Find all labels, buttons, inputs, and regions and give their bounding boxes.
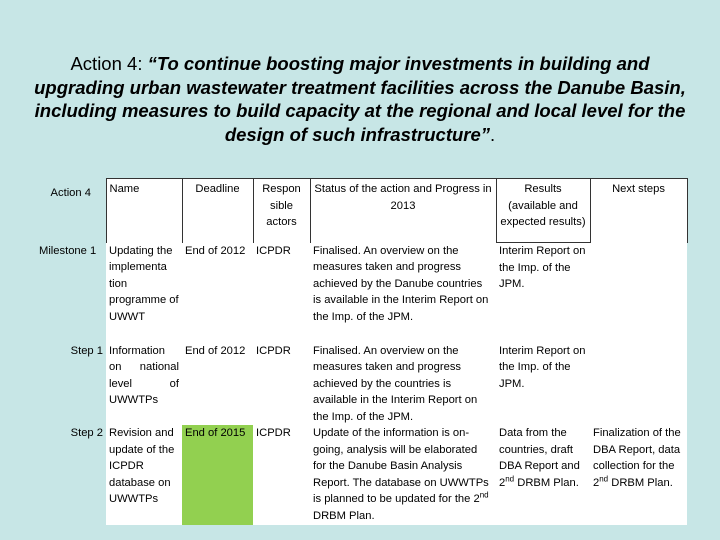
row-label: Milestone 1	[39, 244, 97, 257]
row-label: Step 2	[70, 427, 103, 439]
row-results: Interim Report on the Imp. of the JPM.	[496, 243, 590, 343]
row-name: Information on national level of UWWTPs	[106, 343, 182, 426]
header-actors: Respon sible actors	[253, 179, 310, 243]
row-next-steps: Finalization of the DBA Report, data collection for the 2nd DRBM Plan.	[590, 425, 687, 525]
action-table	[36, 178, 688, 525]
row-status: Finalised. An overview on the measures taken and progress achieved by the Danube countries is available in the Interim Report on the Imp. of the JPM.	[310, 243, 496, 343]
table-row	[36, 425, 687, 525]
header-row	[36, 179, 687, 243]
row-name: Updating the implementa tion programme of UWWT	[106, 243, 182, 343]
row-deadline: End of 2012	[182, 343, 253, 426]
title-suffix: .	[490, 123, 496, 145]
table-row	[36, 243, 687, 343]
header-action: Action 4	[50, 186, 91, 199]
table-row	[36, 343, 687, 426]
row-results: Interim Report on the Imp. of the JPM.	[496, 343, 590, 426]
row-actors: ICPDR	[253, 425, 310, 525]
title-prefix: Action 4:	[70, 53, 148, 74]
row-actors: ICPDR	[253, 343, 310, 426]
row-results: Data from the countries, draft DBA Report and 2nd DRBM Plan.	[496, 425, 590, 525]
header-next-steps: Next steps	[590, 179, 687, 243]
row-next-steps	[590, 243, 687, 343]
row-status: Finalised. An overview on the measures taken and progress achieved by the countries is available in the Interim Report on the Imp. of the JPM.	[310, 343, 496, 426]
row-deadline: End of 2012	[182, 243, 253, 343]
row-next-steps	[590, 343, 687, 426]
title-body: “To continue boosting major investments in building and upgrading urban wastewater treatment facilities across the Danube Basin, including measures to build capacity at the regional and local level for the design of such infrastructure”	[34, 53, 686, 145]
row-name: Revision and update of the ICPDR database on UWWTPs	[106, 425, 182, 525]
header-status: Status of the action and Progress in 2013	[310, 179, 496, 243]
row-label: Step 1	[70, 344, 103, 357]
slide-title	[30, 52, 690, 146]
row-actors: ICPDR	[253, 243, 310, 343]
row-status: Update of the information is on-going, analysis will be elaborated for the Danube Basin Analysis Report. The database on UWWTPs is planned to be updated for the 2nd DRBM Plan.	[310, 425, 496, 525]
row-deadline: End of 2015	[182, 425, 253, 525]
header-name: Name	[106, 179, 182, 243]
header-deadline: Deadline	[182, 179, 253, 243]
header-results: Results (available and expected results)	[496, 179, 590, 243]
